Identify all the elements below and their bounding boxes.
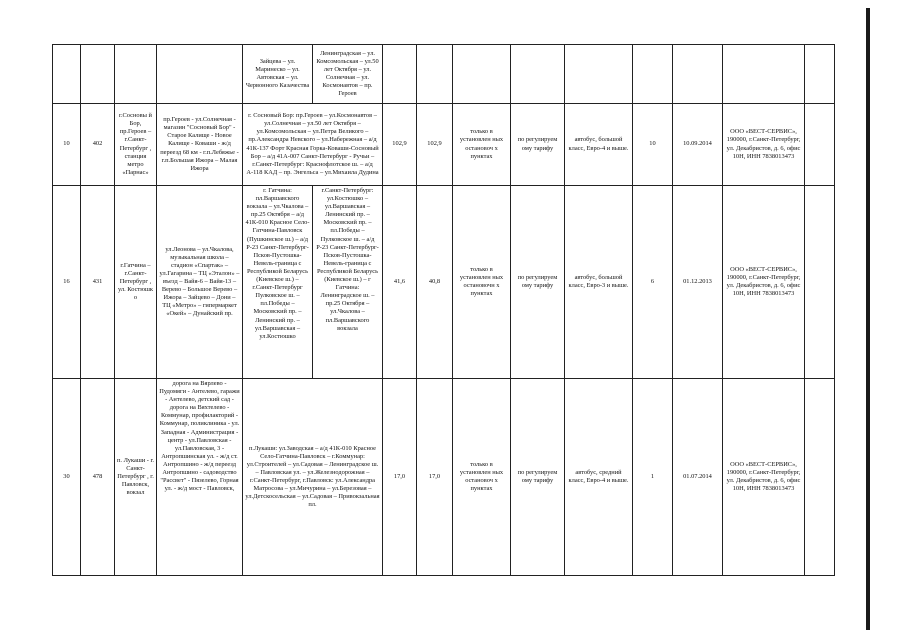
cell-length-forward: 17,0: [383, 379, 417, 576]
table-row: [53, 45, 835, 104]
cell-length-back: 102,9: [417, 104, 453, 186]
cell-date: 10.09.2014: [673, 104, 723, 186]
cell-boarding: [453, 45, 511, 104]
cell-route: 431: [81, 186, 115, 379]
cell-carrier: ООО «ВЕСТ-СЕРВИС», 190000, г.Санкт-Петербург, ул. Декабристов, д. 6, офис 10Н, ИНН 7838013473: [723, 186, 805, 379]
cell-carrier: ООО «ВЕСТ-СЕРВИС», 190000, г.Санкт-Петербург, ул. Декабристов, д. 6, офис 10Н, ИНН 7838013473: [723, 104, 805, 186]
table-row: [53, 379, 835, 576]
cell-stops: пр.Героев - ул.Солнечная - магазин "Сосновый Бор" - Старое Калище - Новое Калище - Коваши - ж/д переезд 68 км - г.п.Лебяжье - г.п.Большая Ижора – Малая Ижора: [157, 104, 243, 186]
cell-vehicles: автобус, средний класс, Евро-4 и выше.: [565, 379, 633, 576]
cell-num: 30: [53, 379, 81, 576]
cell-extra: [805, 104, 835, 186]
cell-date: 01.07.2014: [673, 379, 723, 576]
table-row: [53, 186, 835, 379]
cell-route: [81, 45, 115, 104]
cell-length-forward: 102,9: [383, 104, 417, 186]
cell-length-back: 17,0: [417, 379, 453, 576]
cell-streets: п.Лукаши: ул.Заводская – а/д 41К-010 Красное Село-Гатчина-Павловск – г.Коммунар: ул.Строителей – ул.Садовая – Ленинградское ш. – Павловская ул. – ул.Железнодорожная – г.Санкт-Петербург, г.Павловск: ул.Александра Матросова – ул.Мичурина – ул.Березовая – ул.Детскосельская – ул.Садовая – Привокзальная пл.: [243, 379, 383, 576]
cell-date: [673, 45, 723, 104]
cell-vehicles: автобус, большой класс, Евро-3 и выше.: [565, 186, 633, 379]
cell-boarding: только в установлен ных остановоч х пунктах: [453, 104, 511, 186]
cell-stops: [157, 45, 243, 104]
cell-carrier: ООО «ВЕСТ-СЕРВИС», 190000, г.Санкт-Петербург, ул. Декабристов, д. 6, офис 10Н, ИНН 7838013473: [723, 379, 805, 576]
cell-num: 16: [53, 186, 81, 379]
cell-length-forward: 41,6: [383, 186, 417, 379]
cell-name: [115, 45, 157, 104]
cell-route: 402: [81, 104, 115, 186]
cell-count: 6: [633, 186, 673, 379]
cell-date: 01.12.2013: [673, 186, 723, 379]
cell-length-back: [417, 45, 453, 104]
cell-route: 478: [81, 379, 115, 576]
cell-streets-back: Ленинградская – ул. Комсомольская – ул.50 лет Октября – ул. Солнечная – ул. Космонавтов – пр. Героев: [313, 45, 383, 104]
cell-boarding: только в установлен ных остановоч х пунктах: [453, 379, 511, 576]
cell-vehicles: [565, 45, 633, 104]
cell-count: 1: [633, 379, 673, 576]
cell-num: 10: [53, 104, 81, 186]
cell-tariff: по регулируем ому тарифу: [511, 379, 565, 576]
cell-streets-forward: г. Гатчина: пл.Варшавского вокзала – ул.Чкалова – пр.25 Октября – а/д 41К-010 Красное Село-Гатчина-Павловск (Пушкинское ш.) – а/д Р-23 Санкт-Петербург-Псков-Пустошка-Невель-граница с Республикой Беларусь (Киевское ш.) – г.Санкт-Петербург Пулковское ш. – пл.Победы – Московский пр. – Ленинский пр. – ул.Варшавская – ул.Костюшко: [243, 186, 313, 379]
cell-tariff: по регулируем ому тарифу: [511, 186, 565, 379]
cell-count: 10: [633, 104, 673, 186]
cell-stops: ул.Леонова – ул.Чкалова, музыкальная школа – стадион «Спартак» – ул.Гагарина – ТЦ «Эталон» – въезд – Вайя-6 – Вайя-13 – Верево – Большое Верево – Ижора – Зайцево – Дони – ТЦ «Метро» – гипермаркет «Окей» – Дунайский пр.: [157, 186, 243, 379]
cell-extra: [805, 186, 835, 379]
cell-streets-back: г.Санкт-Петербург: ул.Костюшко – ул.Варшавская – Ленинский пр. – Московский пр. – пл.Победы – Пулковское ш. – а/д Р-23 Санкт-Петербург-Псков-Пустошка-Невель-граница с Республикой Беларусь (Киевское ш.) – г Гатчина: Ленинградское ш. – пр.25 Октября – ул.Чкалова – пл.Варшавского вокзала: [313, 186, 383, 379]
cell-length-forward: [383, 45, 417, 104]
routes-table: [52, 44, 835, 576]
cell-name: п. Лукаши - г. Санкт-Петербург , г. Павловск, вокзал: [115, 379, 157, 576]
cell-name: г.Гатчина – г.Санкт-Петербург , ул. Костюшк о: [115, 186, 157, 379]
cell-boarding: только в установлен ных остановочн х пунктах: [453, 186, 511, 379]
cell-streets: г. Сосновый Бор: пр.Героев – ул.Космонавтов – ул.Солнечная – ул.50 лет Октября – ул.Комсомольская – ул.Петра Великого – пр.Александра Невского – ул.Набережная – а/д 41К-137 Форт Красная Горка-Коваши-Сосновый Бор – а/д 41А-007 Санкт-Петербург - Ручьи – г.Санкт-Петербург: Краснофлотское ш. – а/д А-118 КАД – пр. Энгельса – ул.Михаила Дудина: [243, 104, 383, 186]
cell-stops: дорога на Вярлево - Пудомяги - Антелево, гаражи - Антелево, детский сад - дорога на Вяхтелево - Коммунар, профилакторий - Коммунар, поликлиника - ул. Западная - Администрация - центр - ул.Павловская - ул.Павловская, 3 - Антропшинская ул. - ж/д ст. Антропшино - ж/д переезд Антропшино - садоводство "Рассвет" - Пязелево, Горная ул. - ж/д мост - Павловск,: [157, 379, 243, 576]
cell-count: [633, 45, 673, 104]
cell-num: [53, 45, 81, 104]
cell-extra: [805, 379, 835, 576]
cell-name: г.Сосновы й Бор, пр.Героев – г.Санкт-Петербург , станция метро «Парнас»: [115, 104, 157, 186]
cell-streets-forward: Зайцева – ул. Маринеско – ул. Автовская – ул. Червонного Казачества: [243, 45, 313, 104]
cell-vehicles: автобус, большой класс, Евро-4 и выше.: [565, 104, 633, 186]
cell-carrier: [723, 45, 805, 104]
cell-tariff: [511, 45, 565, 104]
cell-tariff: по регулируем ому тарифу: [511, 104, 565, 186]
page-edge-shadow: [866, 8, 870, 630]
table-row: [53, 104, 835, 186]
cell-length-back: 40,8: [417, 186, 453, 379]
cell-extra: [805, 45, 835, 104]
